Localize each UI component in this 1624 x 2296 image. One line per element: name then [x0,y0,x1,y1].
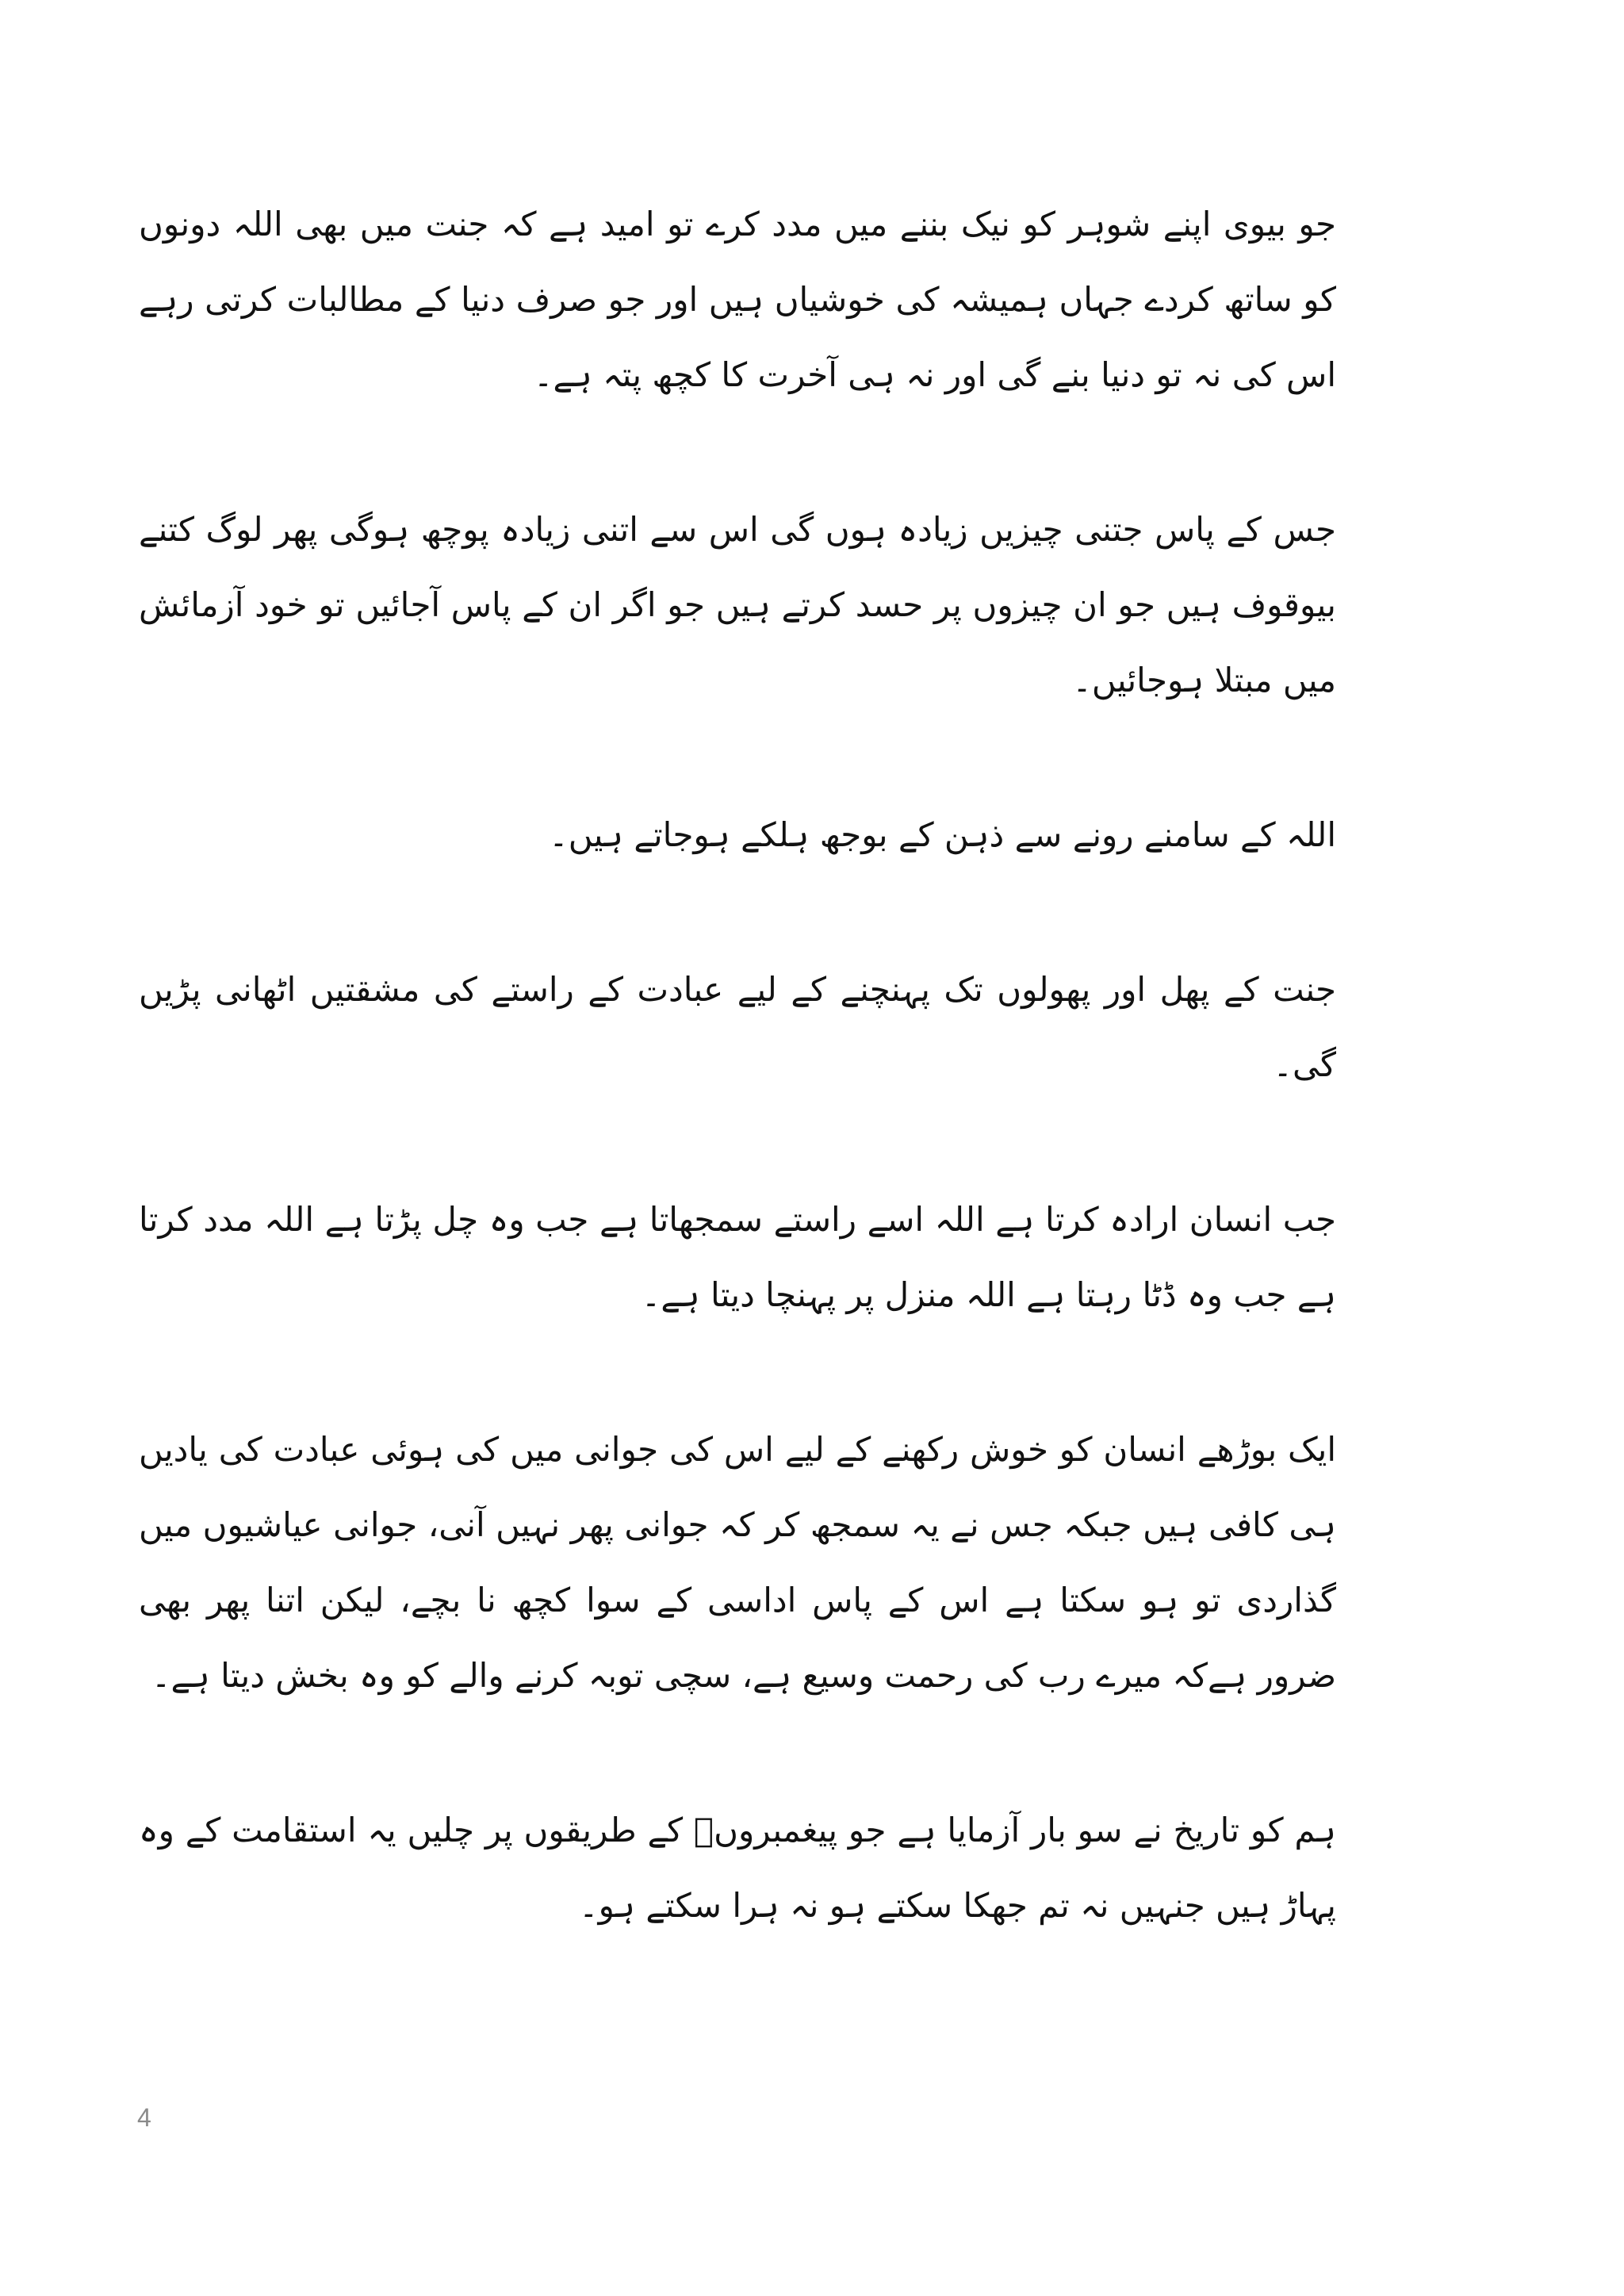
paragraph-6: ایک بوڑھے انسان کو خوش رکھنے کے لیے اس کی جوانی میں کی ہوئی عبادت کی یادیں ہی کافی ہیں جبکہ جس نے یہ سمجھ کر کہ جوانی پھر نہیں آنی، جوانی عیاشیوں میں گذاردی تو ہو سکتا ہے اس کے پاس اداسی کے سوا کچھ نا بچے، لیکن اتنا پھر بھی ضرور ہےکہ میرے رب کی رحمت وسیع ہے، سچی توبہ کرنے والے کو وہ بخش دیتا ہے۔ [139,1430,1336,1695]
page-number: 4 [137,2103,151,2132]
paragraph-1: جو بیوی اپنے شوہر کو نیک بننے میں مدد کرے تو امید ہے کہ جنت میں بھی اللہ دونوں کو ساتھ کردے جہاں ہمیشہ کی خوشیاں ہیں اور جو صرف دنیا کے مطالبات کرتی رہے اس کی نہ تو دنیا بنے گی اور نہ ہی آخرت کا کچھ پتہ ہے۔ [139,205,1336,394]
paragraph-3: اللہ کے سامنے رونے سے ذہن کے بوجھ ہلکے ہوجاتے ہیں۔ [549,815,1336,854]
paragraph-5: جب انسان ارادہ کرتا ہے اللہ اسے راستے سمجھاتا ہے جب وہ چل پڑتا ہے اللہ مدد کرتا ہے جب وہ ڈٹا رہتا ہے اللہ منزل پر پہنچا دیتا ہے۔ [139,1200,1336,1314]
page-body [139,186,1336,1943]
paragraph-4: جنت کے پھل اور پھولوں تک پہنچنے کے لیے عبادت کے راستے کی مشقتیں اٹھانی پڑیں گی۔ [139,970,1336,1084]
paragraph-7: ہم کو تاریخ نے سو بار آزمایا ہے جو پیغمبروںؑ کے طریقوں پر چلیں یہ استقامت کے وہ پہاڑ ہیں جنہیں نہ تم جھکا سکتے ہو نہ ہرا سکتے ہو۔ [139,1811,1336,1925]
paragraph-2: جس کے پاس جتنی چیزیں زیادہ ہوں گی اس سے اتنی زیادہ پوچھ ہوگی پھر لوگ کتنے بیوقوف ہیں جو ان چیزوں پر حسد کرتے ہیں جو اگر ان کے پاس آجائیں تو خود آزمائش میں مبتلا ہوجائیں۔ [139,510,1336,700]
